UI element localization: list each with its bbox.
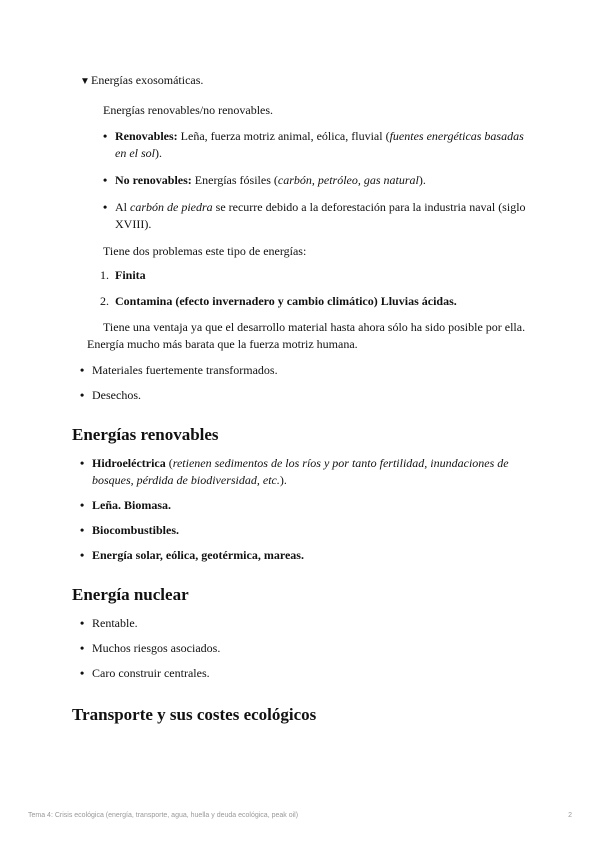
list-item: • Renovables: Leña, fuerza motriz animal, eólica, fluvial (fuentes energéticas basadas en el sol). [103, 128, 532, 162]
list-item: • Materiales fuertemente transformados. [80, 362, 532, 379]
problems-intro: Tiene dos problemas este tipo de energías: [103, 244, 307, 258]
toggle-intro: Energías renovables/no renovables. [103, 103, 274, 117]
list-item: • Desechos. [80, 387, 532, 404]
top-list [80, 362, 532, 404]
problems-list [100, 267, 532, 310]
page-number: 2 [568, 812, 572, 819]
toggle-label: Energías exosomáticas. [91, 73, 204, 87]
list-item: • Energía solar, eólica, geotérmica, mareas. [80, 547, 532, 564]
advantage-paragraph: Tiene una ventaja ya que el desarrollo material hasta ahora sólo ha sido posible por ella. Energía mucho más barata que la fuerza motriz humana. [87, 320, 526, 351]
toggle-exosomaticas[interactable] [80, 72, 532, 90]
list-item: • Leña. Biomasa. [80, 497, 532, 514]
toggle-content [87, 102, 532, 353]
footer-title: Tema 4: Crisis ecológica (energía, transporte, agua, huella y deuda ecológica, peak oil) [28, 812, 299, 819]
energy-types-list [103, 128, 532, 233]
list-item: 2. Contamina (efecto invernadero y cambio climático) Lluvias ácidas. [100, 294, 457, 308]
list-item: • No renovables: Energías fósiles (carbón, petróleo, gas natural). [103, 172, 532, 189]
nuclear-list [80, 615, 532, 682]
document-page [72, 68, 532, 726]
list-item: • Hidroeléctrica (retienen sedimentos de los ríos y por tanto fertilidad, inundaciones de bosques, pérdida de biodiversidad, etc.). [80, 455, 532, 489]
list-item: • Muchos riesgos asociados. [80, 640, 532, 657]
page-footer [28, 812, 572, 819]
heading-nuclear: Energía nuclear [72, 585, 189, 604]
triangle-down-icon[interactable]: ▼ [80, 76, 90, 87]
heading-transporte: Transporte y sus costes ecológicos [72, 705, 317, 724]
list-item: • Caro construir centrales. [80, 665, 532, 682]
list-item: 1. Finita [100, 268, 146, 282]
list-item: • Rentable. [80, 615, 532, 632]
heading-renovables: Energías renovables [72, 425, 219, 444]
list-item: • Al carbón de piedra se recurre debido a la deforestación para la industria naval (siglo XVIII). [103, 199, 532, 233]
list-item: • Biocombustibles. [80, 522, 532, 539]
renovables-list [80, 455, 532, 564]
